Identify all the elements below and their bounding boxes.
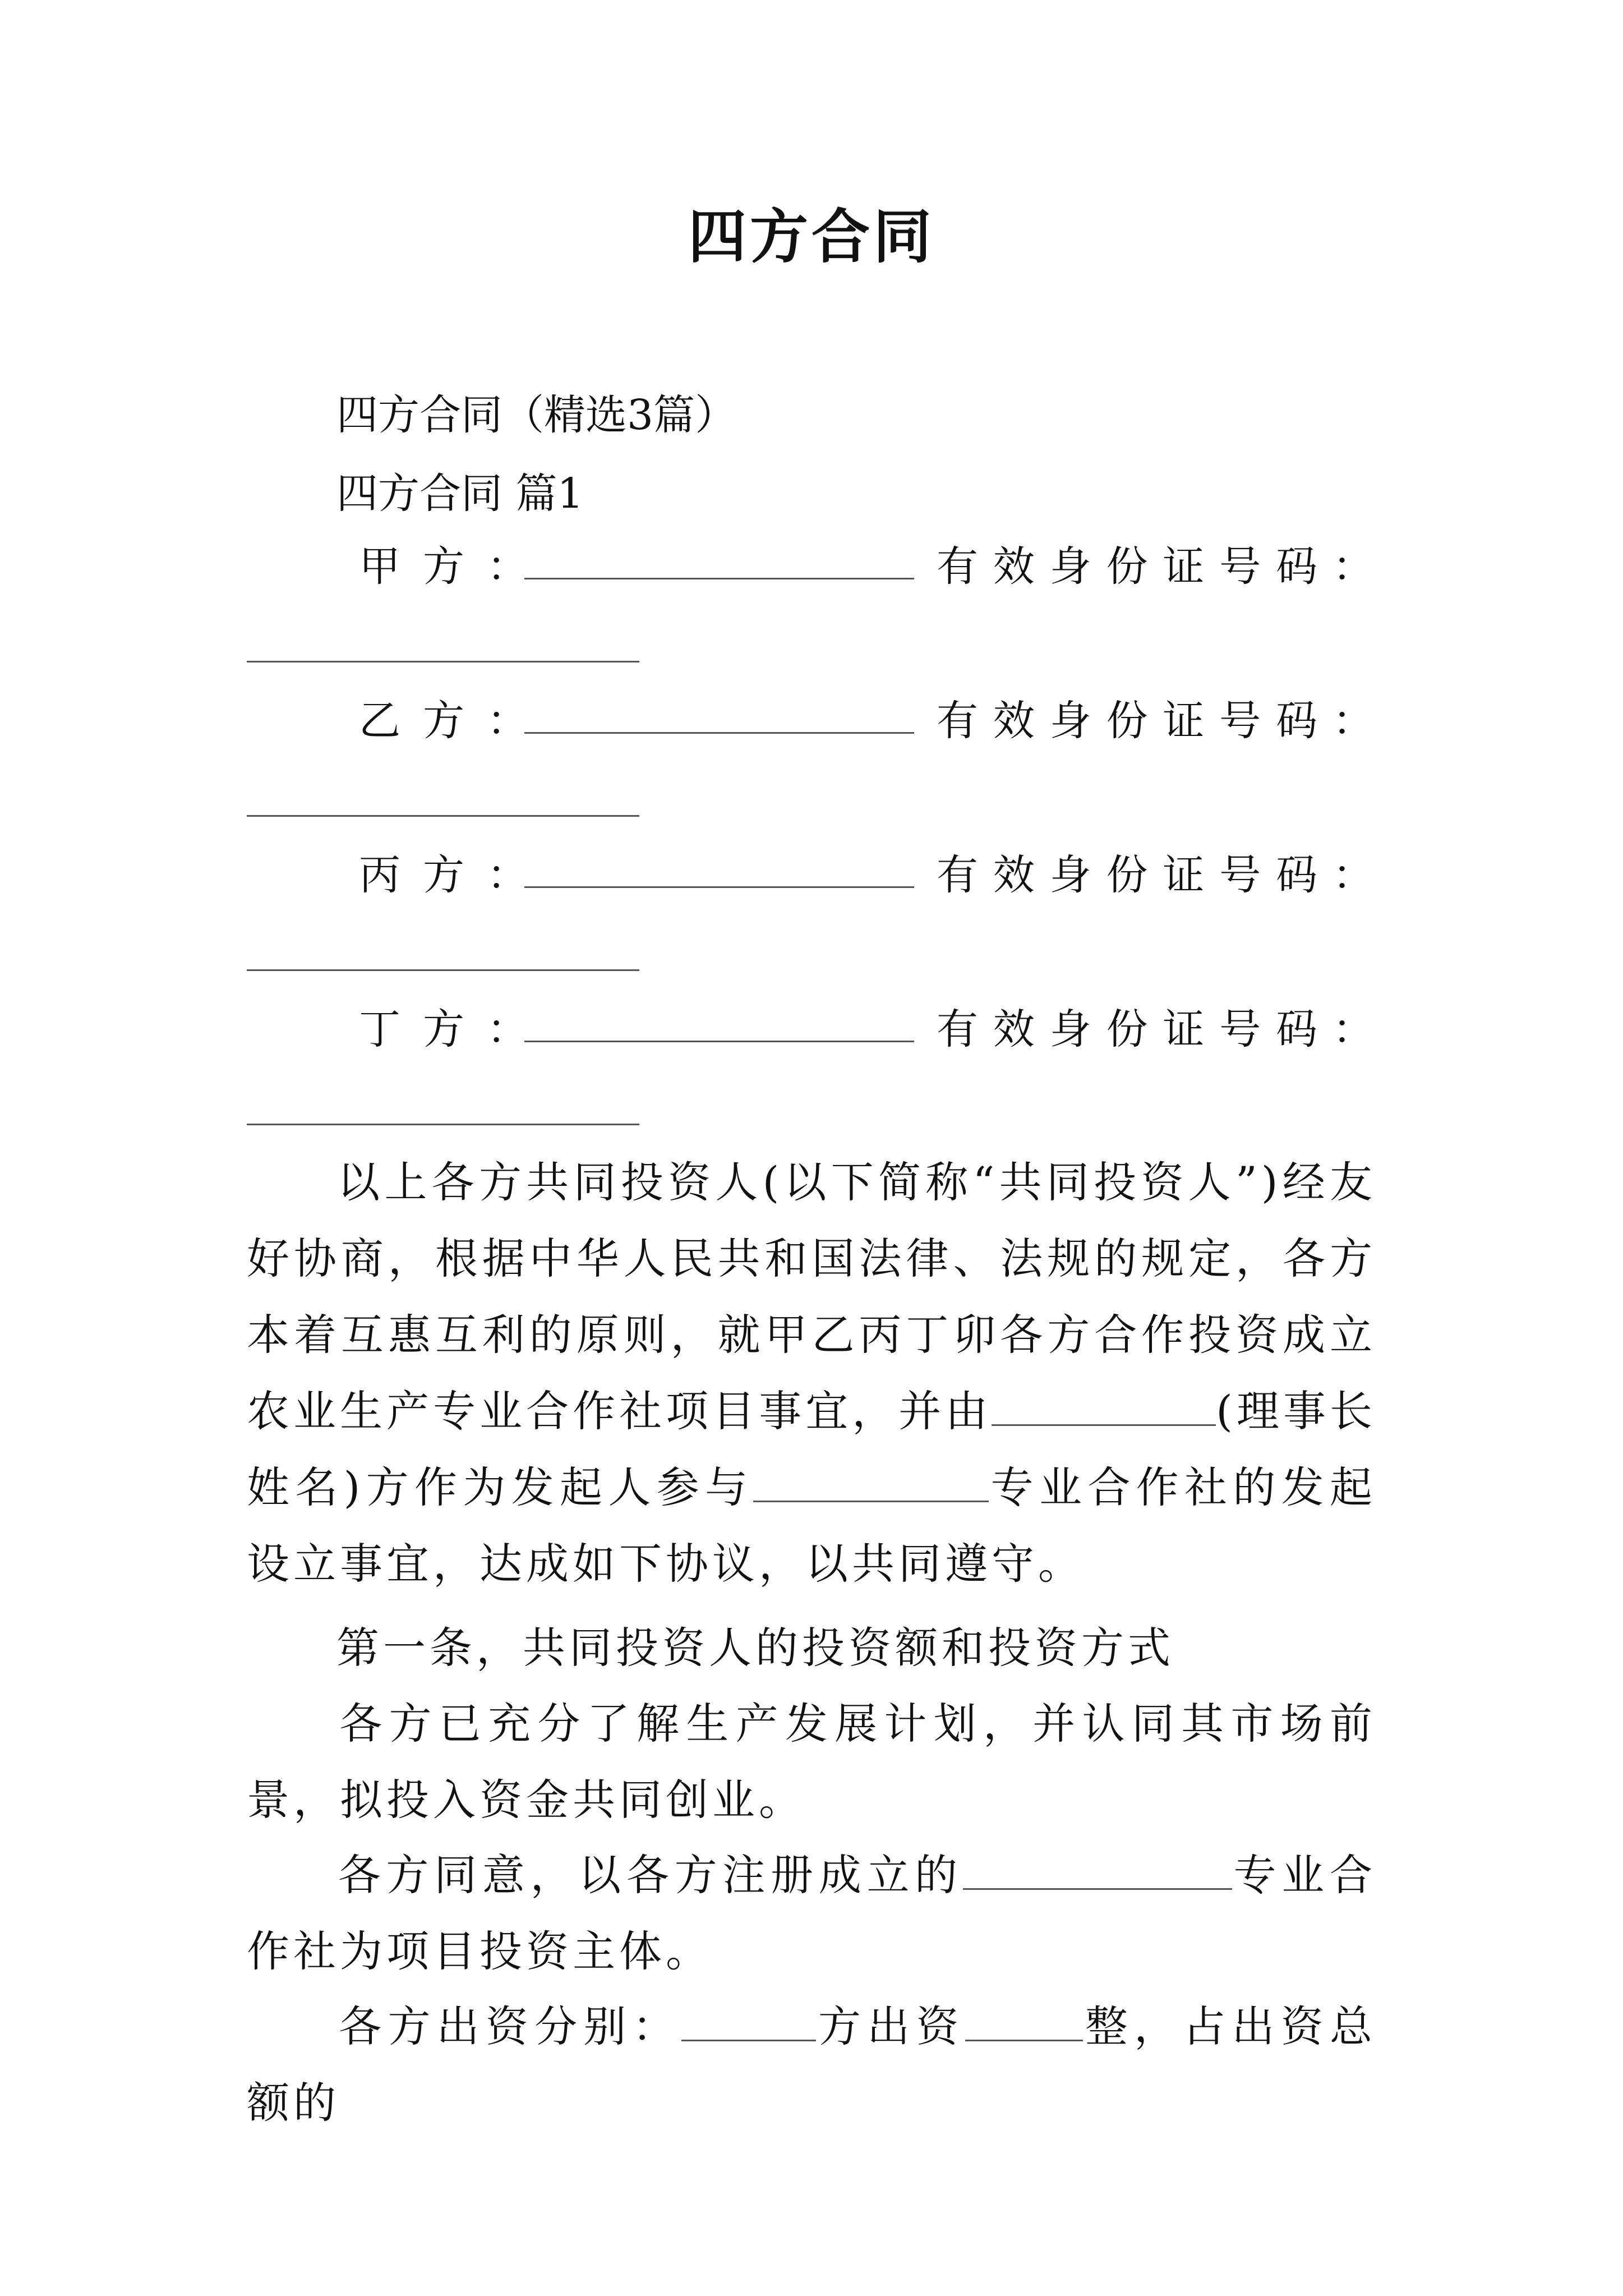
id-label-yi: 有 效 身 份 证 号 码 ： <box>937 697 1374 745</box>
party-label-ding: 丁方： <box>359 1005 551 1053</box>
intro-text-part3: 专业合作社的发起设立事宜，达成如下协议，以共同遵守。 <box>247 1462 1376 1589</box>
document-subtitle: 四方合同（精选3篇） <box>336 391 737 439</box>
article1-heading: 第一条，共同投资人的投资额和投资方式 <box>336 1623 1174 1673</box>
id-number-blank-bing[interactable] <box>247 969 639 971</box>
registered-cooperative-blank[interactable] <box>963 1855 1232 1890</box>
paragraph-contributions: 各方出资分别： 方出资 整，占出资总额的 <box>247 2001 1377 2128</box>
id-label-jia: 有 效 身 份 证 号 码 ： <box>937 542 1374 591</box>
party-name-blank-yi[interactable] <box>524 732 914 734</box>
party-label-bing: 丙方： <box>359 851 551 899</box>
party-row-yi <box>359 693 1374 749</box>
id-label-ding: 有 效 身 份 证 号 码 ： <box>937 1005 1374 1053</box>
party-label-yi: 乙方： <box>359 697 551 745</box>
cooperative-name-blank[interactable] <box>753 1467 989 1502</box>
id-number-blank-yi[interactable] <box>247 815 639 817</box>
party-name-blank-jia[interactable] <box>524 578 914 579</box>
id-label-bing: 有 效 身 份 证 号 码 ： <box>937 851 1374 899</box>
id-number-blank-ding[interactable] <box>247 1124 639 1125</box>
document-title: 四方合同 <box>688 202 935 271</box>
section-heading: 四方合同 篇1 <box>336 470 584 518</box>
id-number-blank-jia[interactable] <box>247 661 639 662</box>
party-row-jia <box>359 539 1374 595</box>
party-row-bing <box>359 847 1374 903</box>
party-row-ding <box>359 1001 1374 1057</box>
contribution-amount-blank[interactable] <box>965 2006 1083 2041</box>
party-name-blank-ding[interactable] <box>524 1041 914 1042</box>
chairman-name-blank[interactable] <box>992 1391 1216 1426</box>
paragraph-market-outlook: 各方已充分了解生产发展计划，并认同其市场前景，拟投入资金共同创业。 <box>247 1699 1376 1825</box>
intro-text-part1: 以上各方共同投资人(以下简称“共同投资人”)经友好协商，根据中华人民共和国法律、法规的规定，各方本着互惠互利的原则，就甲乙丙丁卯各方合作投资成立农业生产专业合作社项目事宜，并由 <box>247 1157 1376 1436</box>
contributing-party-blank[interactable] <box>681 2006 816 2041</box>
intro-text-part2: (理事长姓名)方作为发起人参与 <box>247 1386 1377 1512</box>
intro-paragraph <box>247 1144 1376 1602</box>
party-name-blank-bing[interactable] <box>524 886 914 888</box>
paragraph-investment-entity: 各方同意，以各方注册成立的 专业合作社为项目投资主体。 <box>247 1850 1377 1976</box>
party-label-jia: 甲方： <box>359 542 551 591</box>
